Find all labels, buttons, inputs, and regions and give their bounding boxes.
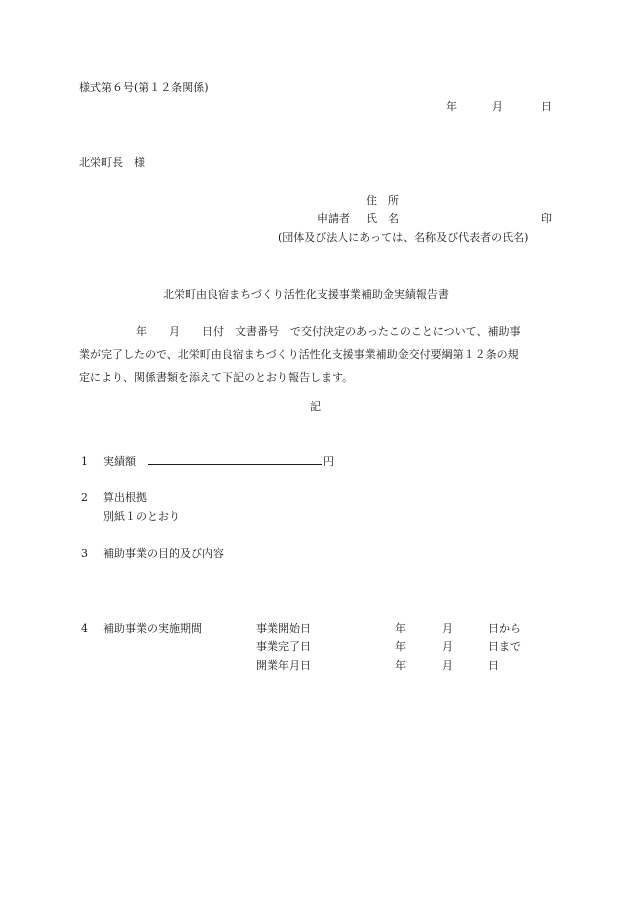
applicant-note: (団体及び法人にあっては、名称及び代表者の氏名) [278, 231, 529, 244]
period-row-label: 開業年月日 [256, 659, 311, 672]
document-title: 北栄町由良宿まちづくり活性化支援事業補助金実績報告書 [163, 288, 449, 301]
item-2-number: 2 [81, 491, 88, 504]
item-4-label: 補助事業の実施期間 [103, 622, 202, 635]
amount-blank-line [148, 464, 322, 465]
body-paragraph [79, 320, 551, 389]
period-row-year: 年 [395, 640, 406, 653]
period-row-month: 月 [442, 640, 453, 653]
body-line-3: 定により、関係書類を添えて下記のとおり報告します。 [79, 371, 354, 384]
address-label: 住 所 [366, 194, 399, 207]
name-label: 氏 名 [366, 212, 399, 225]
seal-mark: 印 [541, 212, 552, 225]
period-row-label: 事業完了日 [256, 640, 311, 653]
period-row-month: 月 [442, 659, 453, 672]
ki-marker: 記 [310, 400, 321, 413]
period-row-label: 事業開始日 [256, 622, 311, 635]
item-2-detail: 別紙１のとおり [103, 510, 180, 523]
item-4-number: 4 [81, 622, 88, 635]
item-3-number: 3 [81, 547, 88, 560]
form-label: 様式第６号(第１２条関係) [79, 81, 209, 94]
period-row-month: 月 [442, 622, 453, 635]
body-line-1: 年 月 日付 文書番号 で交付決定のあったこのことについて、補助事 [136, 325, 521, 338]
addressee: 北栄町長 様 [79, 156, 145, 169]
date-month: 月 [492, 100, 503, 113]
item-2-label: 算出根拠 [103, 491, 147, 504]
item-1-number: 1 [81, 455, 88, 468]
applicant-label: 申請者 [317, 212, 350, 225]
period-row-year: 年 [395, 622, 406, 635]
item-3-label: 補助事業の目的及び内容 [103, 547, 224, 560]
body-line-2: 業が完了したので、北栄町由良宿まちづくり活性化支援事業補助金交付要綱第１２条の規 [79, 348, 519, 361]
date-year: 年 [446, 100, 457, 113]
period-row-day: 日まで [488, 640, 521, 653]
period-row-year: 年 [395, 659, 406, 672]
period-row-day: 日から [488, 622, 521, 635]
period-row-day: 日 [488, 659, 499, 672]
date-day: 日 [541, 100, 552, 113]
item-1-label: 実績額 [103, 455, 136, 468]
item-1-unit: 円 [323, 455, 334, 468]
